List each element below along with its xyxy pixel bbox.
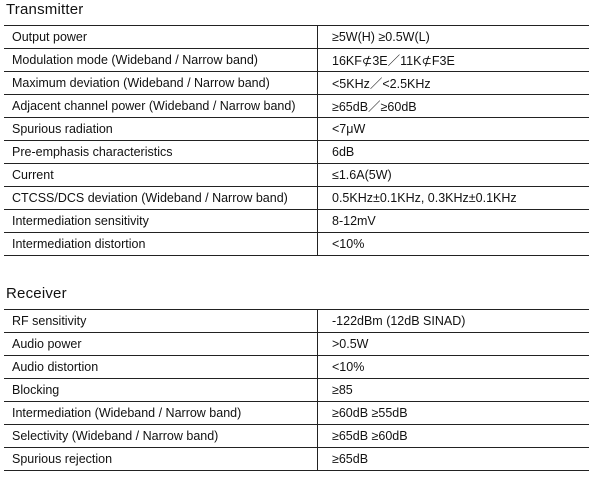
table-row <box>4 233 589 256</box>
receiver-heading: Receiver <box>6 285 67 302</box>
table-row <box>4 118 589 141</box>
table-row <box>4 141 589 164</box>
spec-value: ≥65dB <box>318 448 590 471</box>
table-row <box>4 95 589 118</box>
table-row <box>4 448 589 471</box>
spec-value: 16KF⊄3E／11K⊄F3E <box>318 49 590 72</box>
table-row <box>4 310 589 333</box>
spec-label: Intermediation distortion <box>4 233 318 256</box>
spec-label: Maximum deviation (Wideband / Narrow band) <box>4 72 318 95</box>
spec-value: ≥60dB ≥55dB <box>318 402 590 425</box>
spec-value: ≥85 <box>318 379 590 402</box>
spec-value: 8-12mV <box>318 210 590 233</box>
spec-label: Selectivity (Wideband / Narrow band) <box>4 425 318 448</box>
spec-value: ≤1.6A(5W) <box>318 164 590 187</box>
spec-value: -122dBm (12dB SINAD) <box>318 310 590 333</box>
spec-label: CTCSS/DCS deviation (Wideband / Narrow band) <box>4 187 318 210</box>
spec-label: Output power <box>4 26 318 49</box>
table-row <box>4 72 589 95</box>
table-row <box>4 49 589 72</box>
spec-label: Current <box>4 164 318 187</box>
spec-label: Spurious rejection <box>4 448 318 471</box>
table-row <box>4 164 589 187</box>
spec-value: <7μW <box>318 118 590 141</box>
spec-value: 0.5KHz±0.1KHz, 0.3KHz±0.1KHz <box>318 187 590 210</box>
spec-value: ≥65dB／≥60dB <box>318 95 590 118</box>
spec-label: Blocking <box>4 379 318 402</box>
spec-value: <10% <box>318 356 590 379</box>
spec-value: 6dB <box>318 141 590 164</box>
spec-value: >0.5W <box>318 333 590 356</box>
transmitter-spec-table <box>4 25 589 256</box>
table-row <box>4 333 589 356</box>
receiver-spec-table <box>4 309 589 471</box>
spec-value: ≥5W(H) ≥0.5W(L) <box>318 26 590 49</box>
table-row <box>4 402 589 425</box>
spec-label: Audio power <box>4 333 318 356</box>
spec-label: Adjacent channel power (Wideband / Narrow band) <box>4 95 318 118</box>
spec-label: Intermediation (Wideband / Narrow band) <box>4 402 318 425</box>
table-row <box>4 187 589 210</box>
spec-value: ≥65dB ≥60dB <box>318 425 590 448</box>
table-row <box>4 356 589 379</box>
spec-label: Spurious radiation <box>4 118 318 141</box>
table-row <box>4 425 589 448</box>
spec-label: Pre-emphasis characteristics <box>4 141 318 164</box>
spec-label: RF sensitivity <box>4 310 318 333</box>
table-row <box>4 379 589 402</box>
spec-label: Intermediation sensitivity <box>4 210 318 233</box>
spec-value: <5KHz／<2.5KHz <box>318 72 590 95</box>
transmitter-heading: Transmitter <box>6 1 84 18</box>
spec-label: Audio distortion <box>4 356 318 379</box>
spec-label: Modulation mode (Wideband / Narrow band) <box>4 49 318 72</box>
spec-value: <10% <box>318 233 590 256</box>
table-row <box>4 210 589 233</box>
table-row <box>4 26 589 49</box>
